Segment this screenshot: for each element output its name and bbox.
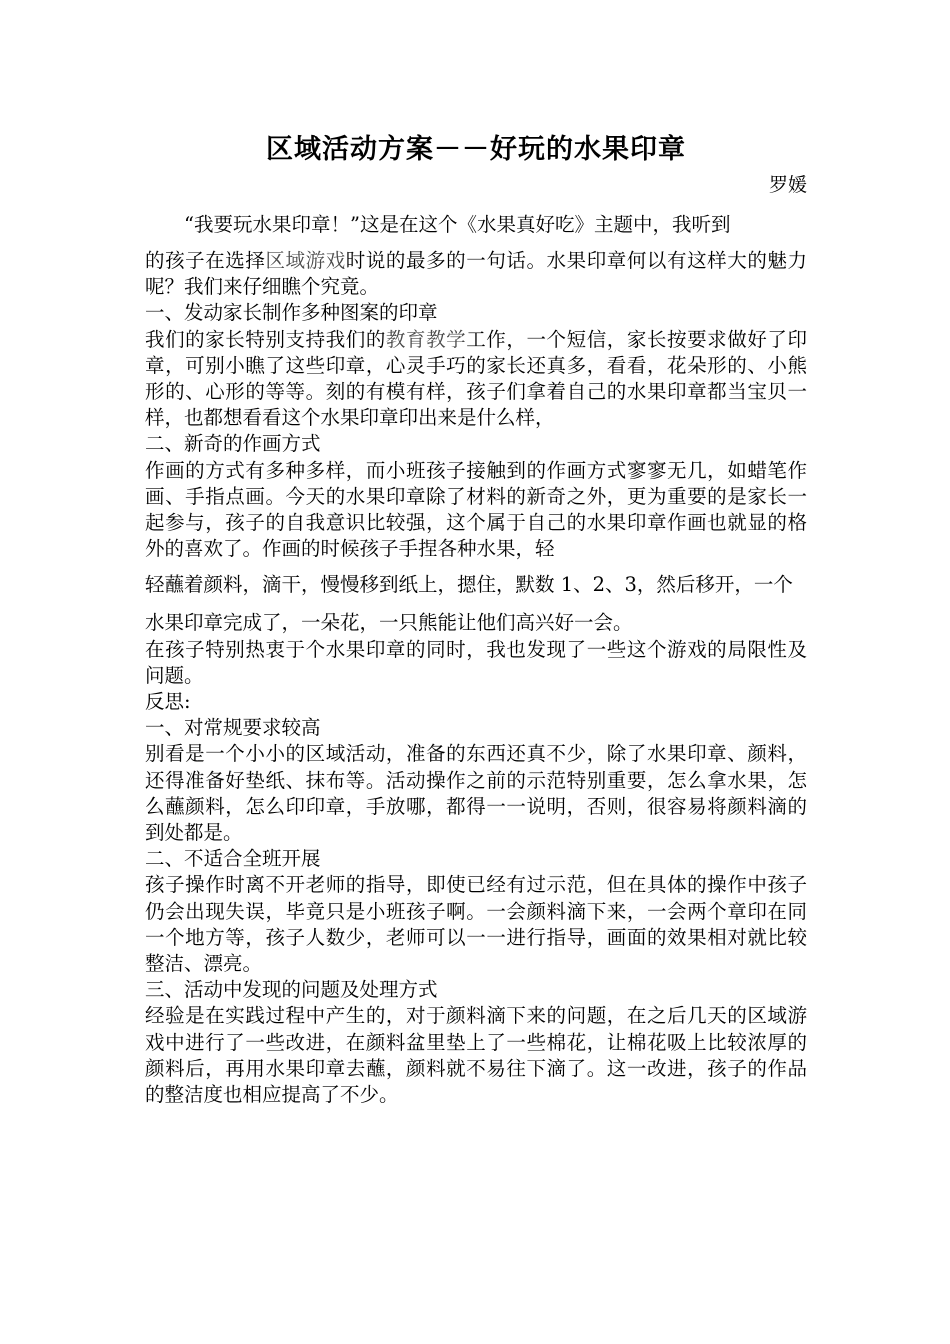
intro-paragraph-line1: “我要玩水果印章！”这是在这个《水果真好吃》主题中，我听到 [184,213,731,236]
intro-text-a: 的孩子在选择 [145,249,266,272]
document-title: 区域活动方案－－好玩的水果印章 [266,134,686,165]
reflection-item-3-heading: 三、活动中发现的问题及处理方式 [145,978,438,1002]
section1-link-education[interactable]: 教育教学 [385,327,467,351]
section2-heading: 二、新奇的作画方式 [145,432,321,456]
section1-text-b: 工作，一个短信，家长按要求做好了印章，可别小瞧了这些印章，心灵手巧的家长还真多，看看，花朵形的、小熊形的、心形的等等。刻的有模有样，孩子们拿着自己的水果印章都当宝贝一样，也都想看看这个水果印章印出来是什么样， [145,327,807,430]
intro-paragraph-continued [145,248,807,300]
reflection-item-1-heading: 一、对常规要求较高 [145,716,321,740]
document-author: 罗媛 [768,174,807,196]
section2-paragraph-a: 作画的方式有多种多样，而小班孩子接触到的作画方式寥寥无几，如蜡笔作画、手指点画。今天的水果印章除了材料的新奇之外，更为重要的是家长一起参与，孩子的自我意识比较强，这个属于自己的水果印章作画也就显的格外的喜欢了。作画的时候孩子手捏各种水果，轻 [145,458,807,561]
intro-text-b: 时说的最多的一句话。水果印章何以有这样大的魅力呢？我们来仔细瞧个究竟。 [145,249,807,299]
intro-link-area-game[interactable]: 区域游戏 [265,249,346,272]
reflection-item-3-text: 经验是在实践过程中产生的，对于颜料滴下来的问题，在之后几天的区域游戏中进行了一些改进，在颜料盆里垫上了一些棉花，让棉花吸上比较浓厚的颜料后，再用水果印章去蘸，颜料就不易往下滴了。这一改进，孩子的作品的整洁度也相应提高了不少。 [145,1004,807,1107]
section1-heading: 一、发动家长制作多种图案的印章 [145,301,438,325]
reflection-item-1-text: 别看是一个小小的区域活动，准备的东西还真不少，除了水果印章、颜料，还得准备好垫纸、抹布等。活动操作之前的示范特别重要，怎么拿水果，怎么蘸颜料，怎么印印章，手放哪，都得一一说明，否则，很容易将颜料滴的到处都是。 [145,742,807,845]
reflection-item-2-heading: 二、不适合全班开展 [145,847,321,871]
section1-paragraph [145,327,807,432]
reflection-item-2-text: 孩子操作时离不开老师的指导，即使已经有过示范，但在具体的操作中孩子仍会出现失误，毕竟只是小班孩子啊。一会颜料滴下来，一会两个章印在同一个地方等，孩子人数少，老师可以一一进行指导，画面的效果相对就比较整洁、漂亮。 [145,873,807,976]
section2-paragraph-c: 水果印章完成了，一朵花，一只熊能让他们高兴好一会。 [145,611,633,635]
section1-text-a: 我们的家长特别支持我们的 [145,327,386,351]
reflection-heading: 反思: [145,690,191,714]
section2-paragraph-d: 在孩子特别热衷于个水果印章的同时，我也发现了一些这个游戏的局限性及问题。 [145,637,807,687]
document-body [145,205,807,1108]
section2-paragraph-b: 轻蘸着颜料，滴干，慢慢移到纸上，摁住，默数 1、2、3，然后移开，一个 [145,573,793,597]
